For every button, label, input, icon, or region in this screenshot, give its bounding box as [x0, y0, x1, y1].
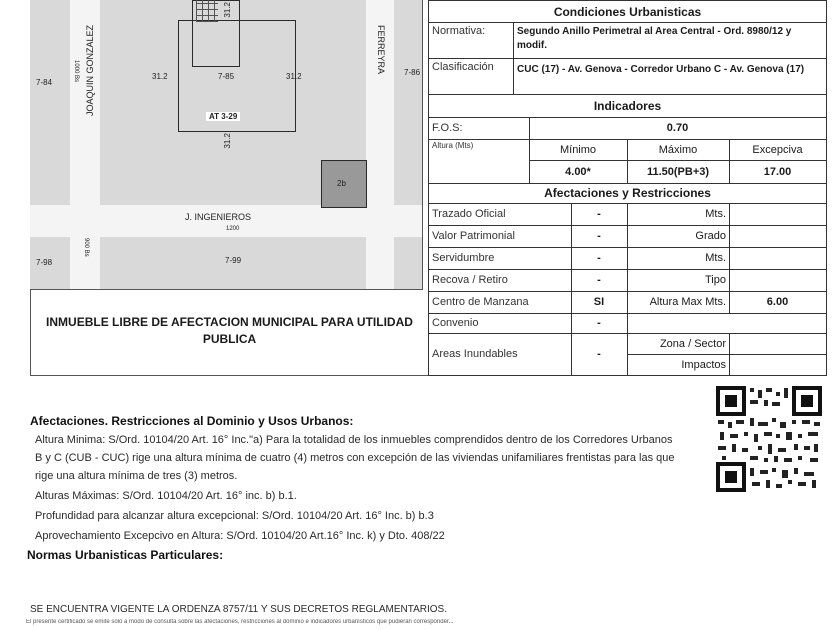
afect-extra: 6.00: [766, 296, 789, 308]
afect-value: -: [597, 230, 601, 242]
afect-value: -: [597, 274, 601, 286]
dimension-right: 31.2: [286, 72, 302, 81]
fos-value: 0.70: [666, 122, 689, 134]
parcel-tag: AT 3-29: [206, 112, 240, 121]
normativa-value-2: modif.: [517, 40, 547, 51]
dimension-left: 31.2: [152, 72, 168, 81]
footer-ordinance: SE ENCUENTRA VIGENTE LA ORDENZA 8757/11 Y SUS DECRETOS REGLAMENTARIOS.: [30, 604, 447, 615]
notice-line-1: INMUEBLE LIBRE DE AFECTACION MUNICIPAL PARA UTILIDAD: [46, 315, 413, 329]
restrictions-heading: Afectaciones. Restricciones al Dominio y Usos Urbanos:: [30, 414, 354, 428]
clasificacion-row: [429, 58, 826, 95]
afect-row: [429, 269, 826, 292]
afect-label: Valor Patrimonial: [432, 230, 515, 242]
paragraph-alturas-maximas: Alturas Máximas: S/Ord. 10104/20 Art. 16° inc. b) b.1.: [35, 490, 297, 502]
paragraph-altura-minima-3: rige una altura mínima de tres (3) metros.: [35, 470, 238, 482]
block-7-86: 7-86: [404, 68, 421, 77]
block-7-84: 7-84: [36, 78, 53, 87]
conditions-header-row: [429, 1, 826, 23]
afect-label: Recova / Retiro: [432, 274, 508, 286]
street-label-right: FERREYRA: [376, 25, 386, 75]
afect-unit: Altura Max Mts.: [649, 296, 726, 308]
afect-extra: [729, 203, 826, 225]
afect-value: -: [597, 252, 601, 264]
afect-unit: Tipo: [705, 274, 726, 286]
clasificacion-label: Clasificación: [432, 61, 494, 73]
fos-label: F.O.S:: [432, 122, 463, 134]
afect-extra: [729, 247, 826, 269]
afect-value: -: [597, 208, 601, 220]
normativa-label: Normativa:: [432, 25, 486, 37]
street-label-bottom: J. INGENIEROS: [185, 212, 252, 222]
afect-row: [429, 203, 826, 226]
afect-row: [429, 247, 826, 270]
afect-label: Trazado Oficial: [432, 208, 506, 220]
zona-label: Zona / Sector: [659, 337, 726, 350]
minimo-value: 4.00*: [565, 165, 591, 178]
building-hatch: [196, 0, 218, 22]
afectaciones-header: Afectaciones y Restricciones: [544, 186, 711, 200]
block-7-85: 7-85: [218, 72, 235, 81]
block-7-99: 7-99: [225, 256, 242, 265]
street-number-bottom: 1200: [226, 226, 240, 232]
dimension-bottom: 31.2: [223, 133, 232, 149]
paragraph-altura-minima-1: Altura Minima: S/Ord. 10104/20 Art. 16° Inc."a) Para la totalidad de los inmuebles comprendidos dentro de los Corredores Urbanos: [35, 434, 673, 446]
areas-label: Areas Inundables: [432, 348, 518, 360]
afect-row: [429, 313, 826, 334]
afect-unit: Mts.: [705, 208, 726, 220]
dimension-top: 31.2: [223, 2, 232, 18]
afect-row: [429, 225, 826, 248]
afect-value: SI: [593, 296, 605, 308]
afectaciones-header-row: [429, 183, 826, 204]
paragraph-profundidad: Profundidad para alcanzar altura excepcional: S/Ord. 10104/20 Art. 16° Inc. b) b.3: [35, 510, 434, 522]
afect-extra: [729, 225, 826, 247]
maximo-label: Máximo: [658, 143, 698, 156]
excepcional-label: Excepciva: [752, 143, 803, 156]
afect-value: -: [597, 317, 601, 329]
street-label-left: JOAQUIN GONZALEZ: [85, 25, 95, 117]
impactos-label: Impactos: [681, 358, 726, 371]
afect-row: [429, 291, 826, 314]
small-lot: [321, 160, 367, 208]
paragraph-altura-minima-2: B y C (CUB - CUC) rige una altura mínima de cuatro (4) metros con excepción de las viviendas unifamiliares frentistas para las que: [35, 452, 675, 464]
street-number-left: 1000 Bs: [73, 60, 79, 83]
block-7-98: 7-98: [36, 258, 53, 267]
fos-row: [429, 117, 826, 140]
cadastral-map: [30, 0, 423, 290]
street-number-bottom-left: 900 Bs: [83, 238, 89, 257]
small-lot-label: 2b: [337, 179, 346, 188]
particular-norms-heading: Normas Urbanisticas Particulares:: [27, 548, 224, 562]
clasificacion-value: CUC (17) - Av. Genova - Corredor Urbano C - Av. Genova (17): [517, 64, 805, 75]
indicators-header: Indicadores: [593, 98, 662, 113]
areas-value: -: [597, 348, 601, 360]
normativa-row: [429, 22, 826, 59]
afect-label: Centro de Manzana: [432, 296, 529, 308]
areas-row: [429, 333, 826, 375]
notice-line-2: PUBLICA: [202, 332, 257, 346]
minimo-label: Mínimo: [559, 143, 597, 156]
footer-disclaimer: El presente certificado se emite sólo a modo de consulta sobre las afectaciones, restricciones al dominio e indicadores urbanísticos que pudieran corresponder...: [26, 619, 454, 625]
afect-extra: [729, 269, 826, 291]
indicators-header-row: [429, 94, 826, 118]
afect-label: Convenio: [432, 317, 479, 329]
afect-unit: Grado: [695, 230, 726, 242]
conditions-header: Condiciones Urbanisticas: [553, 4, 702, 19]
urban-conditions-table: [428, 0, 827, 376]
afect-unit: Mts.: [705, 252, 726, 264]
qr-code-icon: [714, 384, 824, 494]
normativa-value-1: Segundo Anillo Perimetral al Area Central - Ord. 8980/12 y: [517, 26, 792, 37]
paragraph-aprovechamiento: Aprovechamiento Excepcivo en Altura: S/Ord. 10104/20 Art.16° Inc. k) y Dto. 408/22: [35, 530, 445, 542]
qr-code-graphic: [714, 384, 824, 494]
afect-label: Servidumbre: [432, 252, 495, 264]
excepcional-value: 17.00: [763, 165, 792, 178]
notice-box: [30, 289, 428, 376]
altura-row: [429, 139, 826, 184]
maximo-value: 11.50(PB+3): [646, 165, 710, 178]
altura-label: Altura (Mts): [432, 141, 474, 150]
